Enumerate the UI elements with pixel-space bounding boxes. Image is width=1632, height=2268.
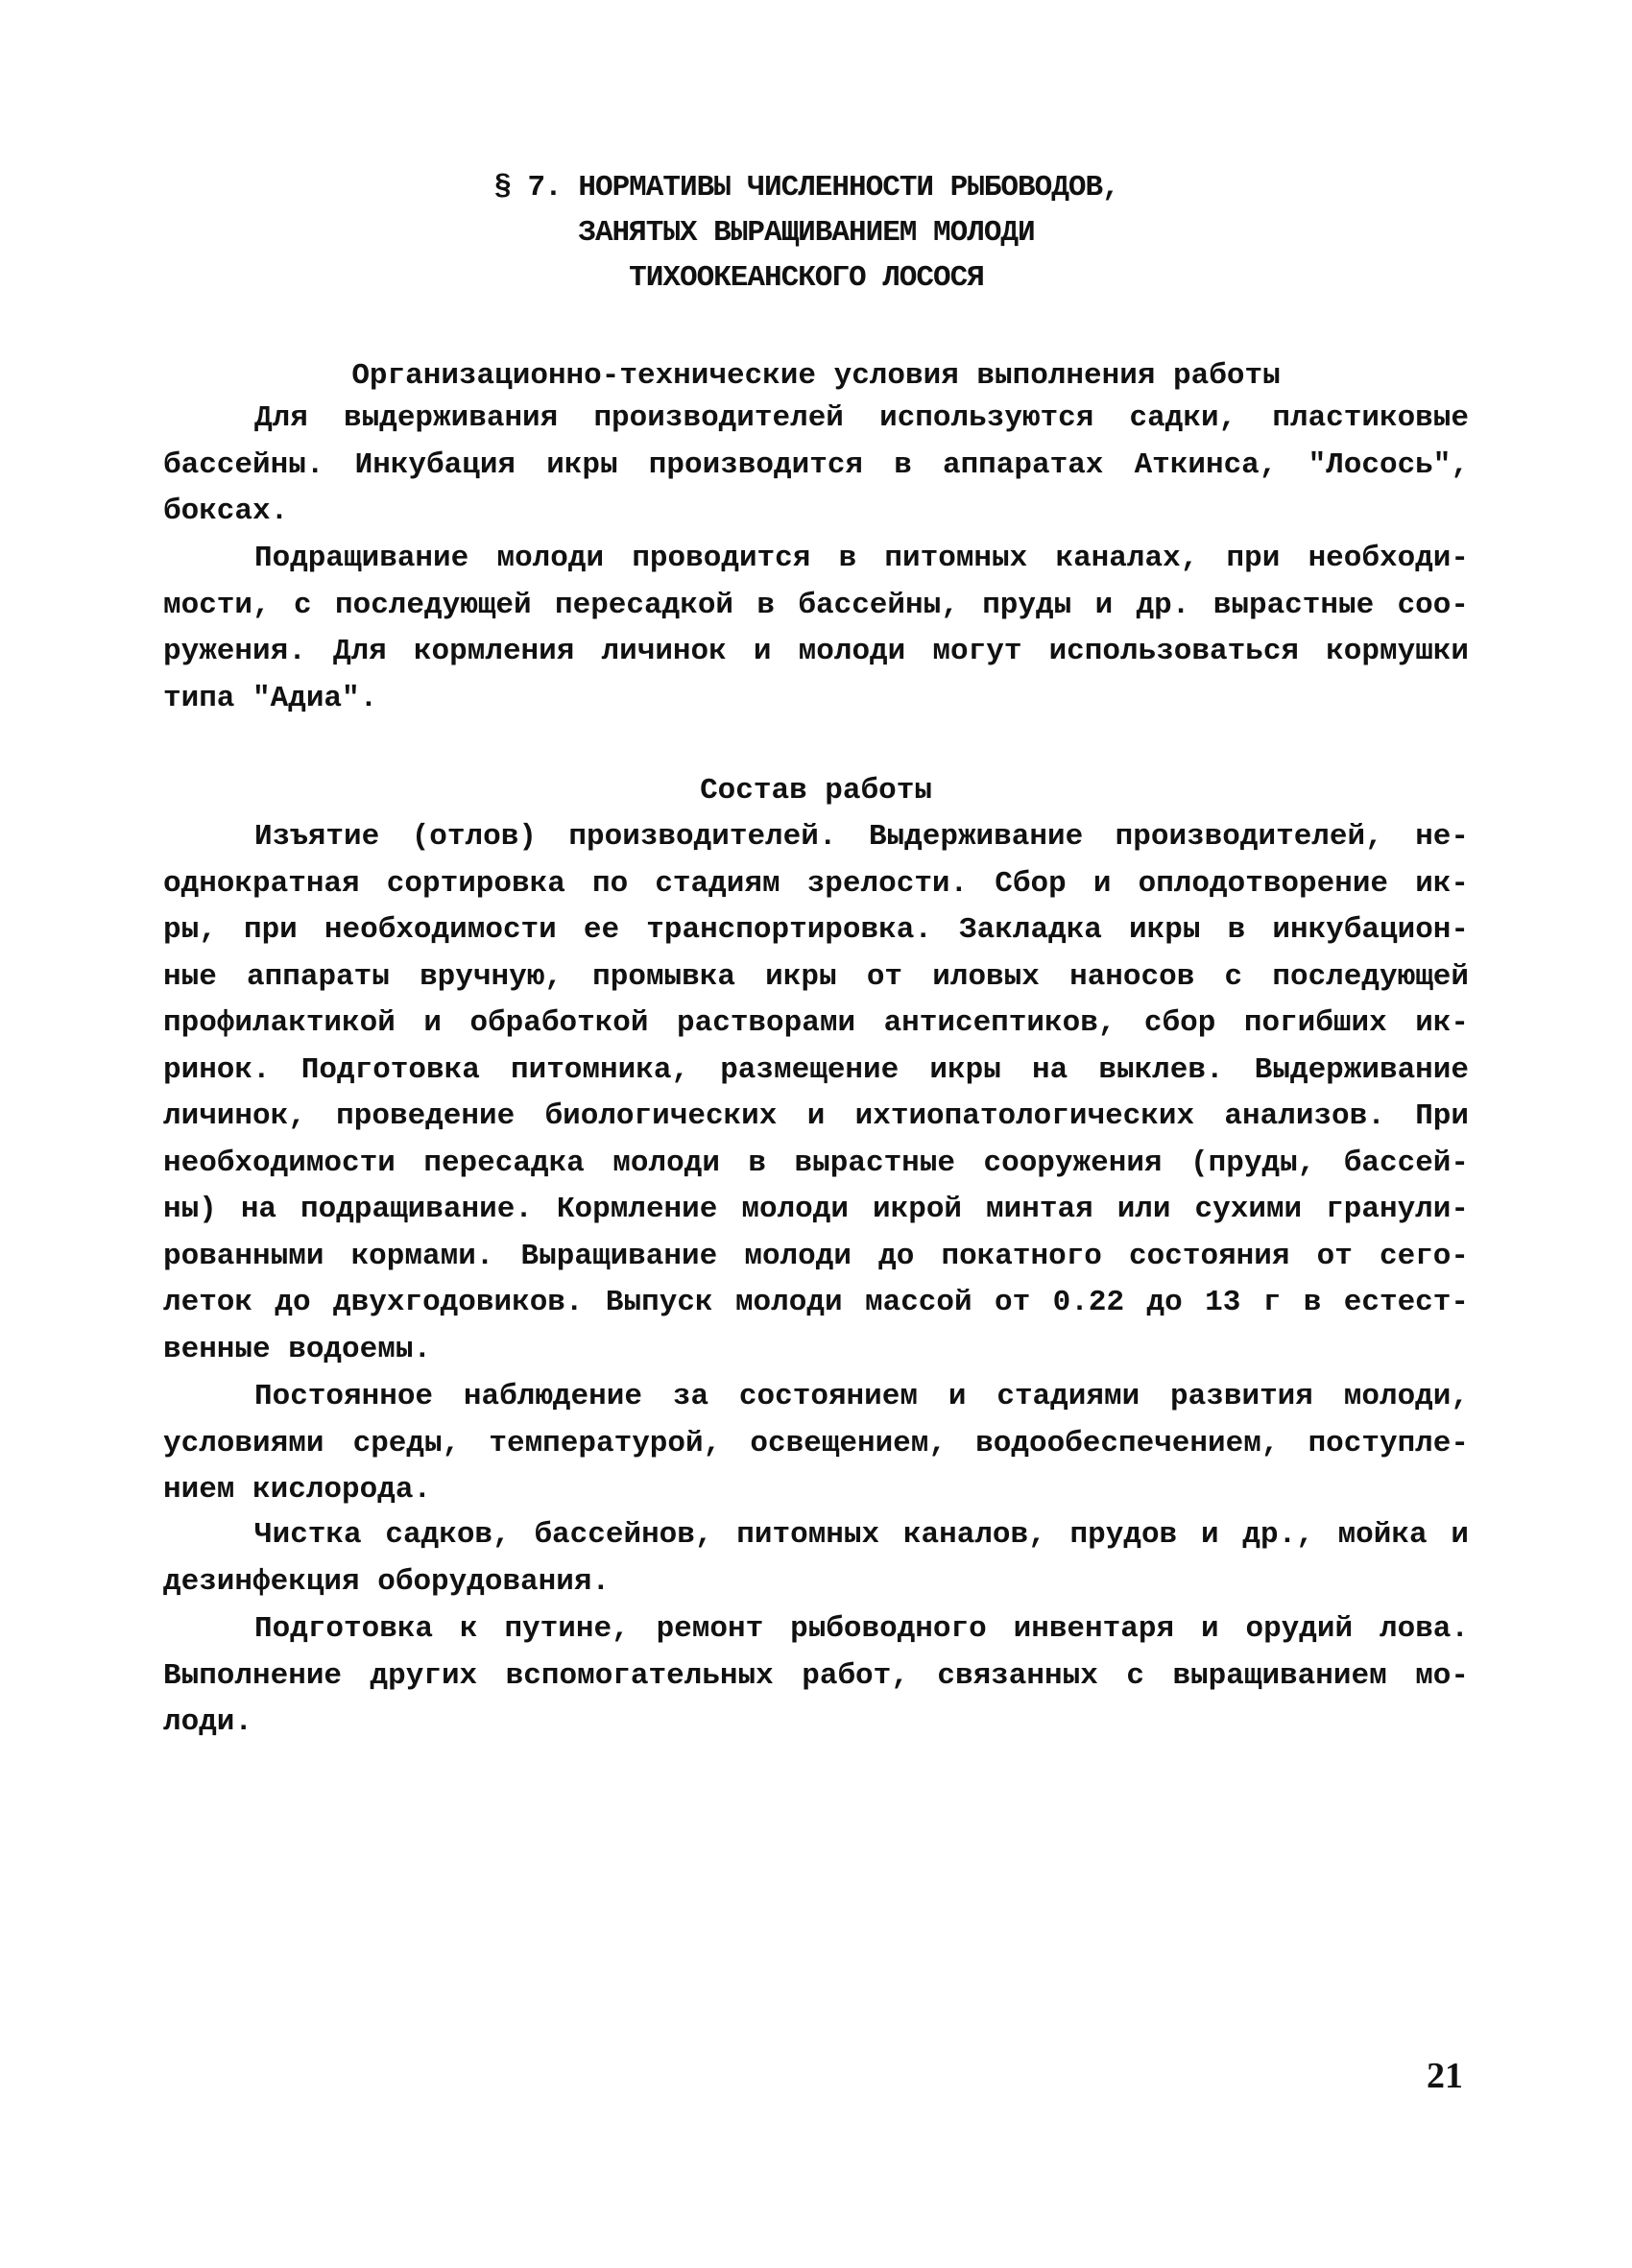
text-line: Изъятие (отлов) производителей. Выдерживание производителей, не-: [254, 820, 1469, 854]
text-line: венные водоемы.: [163, 1332, 432, 1366]
text-line: мости, с последующей пересадкой в бассейны, пруды и др. вырастные соо-: [163, 588, 1469, 622]
paragraph: [163, 536, 1469, 722]
text-line: ружения. Для кормления личинок и молоди могут использоваться кормушки: [163, 635, 1469, 668]
text-line: ные аппараты вручную, промывка икры от иловых наносов с последующей: [163, 959, 1469, 994]
text-line: леток до двухгодовиков. Выпуск молоди массой от 0.22 до 13 г в естест-: [163, 1286, 1469, 1319]
title-line: ТИХООКЕАНСКОГО ЛОСОСЯ: [629, 261, 984, 295]
text-line: ры, при необходимости ее транспортировка. Закладка икры в инкубацион-: [163, 913, 1469, 947]
text-line: бассейны. Инкубация икры производится в аппаратах Аткинса, "Лосось",: [163, 447, 1469, 482]
paragraph: [163, 396, 1469, 536]
page-number: 21: [1427, 2056, 1463, 2096]
text-line: однократная сортировка по стадиям зрелости. Сбор и оплодотворение ик-: [163, 866, 1469, 901]
paragraph: [163, 814, 1469, 1373]
title-line: § 7. НОРМАТИВЫ ЧИСЛЕННОСТИ РЫБОВОДОВ,: [493, 171, 1119, 205]
text-line: личинок, проведение биологических и ихтиопатологических анализов. При: [163, 1099, 1469, 1133]
text-line: необходимости пересадка молоди в вырастные сооружения (пруды, бассей-: [163, 1146, 1469, 1180]
text-line: ны) на подращивание. Кормление молоди икрой минтая или сухими гранули-: [163, 1193, 1469, 1226]
text-line: рованными кормами. Выращивание молоди до покатного состояния от сего-: [163, 1239, 1469, 1273]
work-composition-heading: Состав работы: [700, 774, 932, 808]
paragraph: [163, 1512, 1469, 1605]
paragraph: [163, 1374, 1469, 1514]
text-line: боксах.: [163, 495, 289, 528]
text-line: ринок. Подготовка питомника, размещение икры на выклев. Выдерживание: [163, 1052, 1469, 1087]
text-line: Подготовка к путине, ремонт рыбоводного инвентаря и орудий лова.: [254, 1612, 1469, 1646]
text-line: Для выдерживания производителей используются садки, пластиковые: [254, 401, 1469, 435]
text-line: дезинфекция оборудования.: [163, 1564, 611, 1599]
text-line: лоди.: [163, 1705, 253, 1739]
text-line: Чистка садков, бассейнов, питомных каналов, прудов и др., мойка и: [254, 1518, 1469, 1552]
text-line: условиями среды, температурой, освещением, водообеспечением, поступле-: [163, 1426, 1469, 1460]
paragraph: [163, 1606, 1469, 1747]
section-title: [0, 165, 1632, 301]
text-line: нием кислорода.: [163, 1473, 432, 1507]
text-line: Постоянное наблюдение за состоянием и стадиями развития молоди,: [254, 1380, 1469, 1413]
conditions-heading: Организационно-технические условия выполнения работы: [351, 359, 1281, 393]
title-line: ЗАНЯТЫХ ВЫРАЩИВАНИЕМ МОЛОДИ: [578, 216, 1035, 250]
text-line: Выполнение других вспомогательных работ, связанных с выращиванием мо-: [163, 1658, 1469, 1693]
text-line: Подращивание молоди проводится в питомных каналах, при необходи-: [254, 542, 1469, 575]
text-line: профилактикой и обработкой растворами антисептиков, сбор погибших ик-: [163, 1006, 1469, 1040]
text-line: типа "Адиа".: [163, 681, 378, 715]
